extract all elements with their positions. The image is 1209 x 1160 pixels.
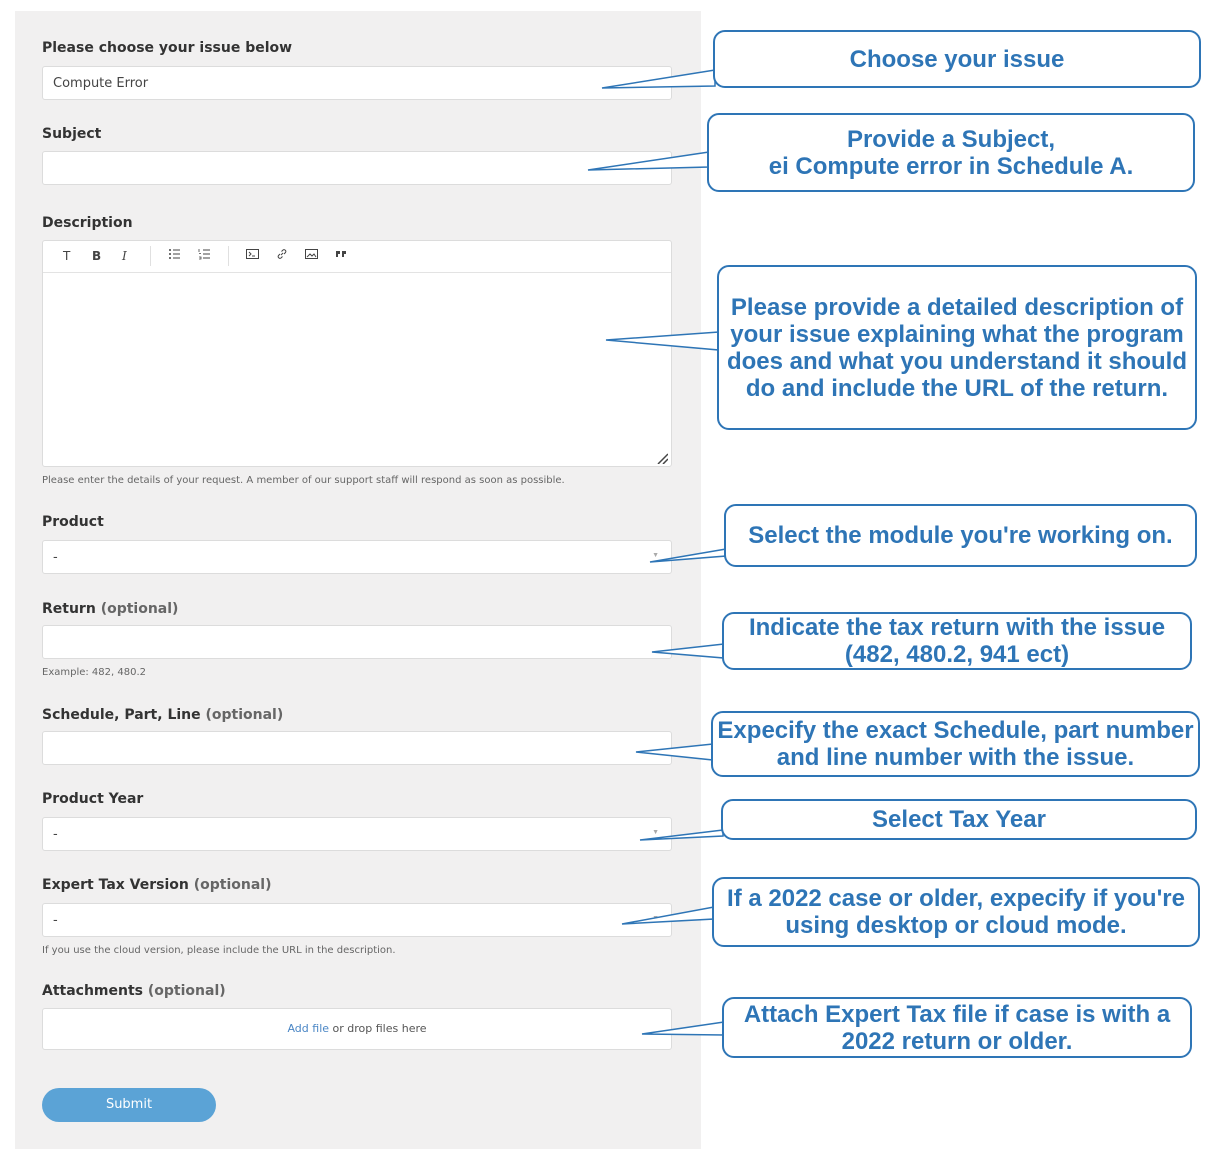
return-hint: Example: 482, 480.2 <box>42 667 147 678</box>
pointer-subject <box>588 152 709 170</box>
attachments-label-text: Attachments <box>42 983 144 999</box>
subject-label: Subject <box>42 126 102 142</box>
pointer-product <box>650 549 726 562</box>
pointer-year <box>640 830 723 840</box>
pointer-version <box>622 907 714 924</box>
callout-subject-line2: ei Compute error in Schedule A. <box>768 152 1134 180</box>
callout-subject <box>707 113 1195 192</box>
issue-label: Please choose your issue below <box>42 40 293 56</box>
callout-version: If a 2022 case or older, expecify if you're using desktop or cloud mode. <box>712 877 1200 947</box>
product-year-label: Product Year <box>42 791 144 807</box>
callout-subject-line1: Provide a Subject, <box>846 125 1056 153</box>
chevron-down-icon: ▼ <box>652 829 659 836</box>
callout-schedule: Expecify the exact Schedule, part number and line number with the issue. <box>711 711 1200 777</box>
schedule-label-text: Schedule, Part, Line <box>42 707 201 723</box>
text-format-button[interactable]: T <box>63 249 71 263</box>
pointer-attach <box>642 1022 724 1035</box>
product-value: - <box>53 550 58 565</box>
return-label-text: Return <box>42 601 96 617</box>
pointer-issue <box>602 70 715 88</box>
product-year-value: - <box>53 827 58 842</box>
add-file-link[interactable]: Add file <box>287 1022 330 1035</box>
callout-choose-issue: Choose your issue <box>713 30 1201 88</box>
callout-description: Please provide a detailed description of your issue explaining what the program does and what you understand it should do and include the URL of the return. <box>717 265 1197 430</box>
optional-tag: (optional) <box>100 601 179 617</box>
description-label: Description <box>42 215 133 231</box>
pointer-description <box>606 332 719 350</box>
optional-tag: (optional) <box>193 877 272 893</box>
bold-button[interactable]: B <box>92 249 102 263</box>
optional-tag: (optional) <box>147 983 226 999</box>
expert-version-label-text: Expert Tax Version <box>42 877 189 893</box>
italic-button[interactable]: I <box>122 249 127 263</box>
product-label: Product <box>42 514 104 530</box>
callout-return: Indicate the tax return with the issue (482, 480.2, 941 ect) <box>722 612 1192 670</box>
drop-files-text: or drop files here <box>332 1022 427 1035</box>
chevron-down-icon: ▼ <box>652 552 659 559</box>
submit-button[interactable]: Submit <box>42 1088 216 1122</box>
expert-version-value: - <box>53 913 58 928</box>
callout-product: Select the module you're working on. <box>724 504 1197 567</box>
expert-version-hint: If you use the cloud version, please include the URL in the description. <box>42 945 396 956</box>
callout-attach: Attach Expert Tax file if case is with a 2022 return or older. <box>722 997 1192 1058</box>
pointer-schedule <box>636 744 713 760</box>
callout-year: Select Tax Year <box>721 799 1197 840</box>
issue-value: Compute Error <box>53 76 149 91</box>
description-hint: Please enter the details of your request. A member of our support staff will respond as soon as possible. <box>42 475 565 486</box>
pointer-return <box>652 644 724 658</box>
optional-tag: (optional) <box>205 707 284 723</box>
